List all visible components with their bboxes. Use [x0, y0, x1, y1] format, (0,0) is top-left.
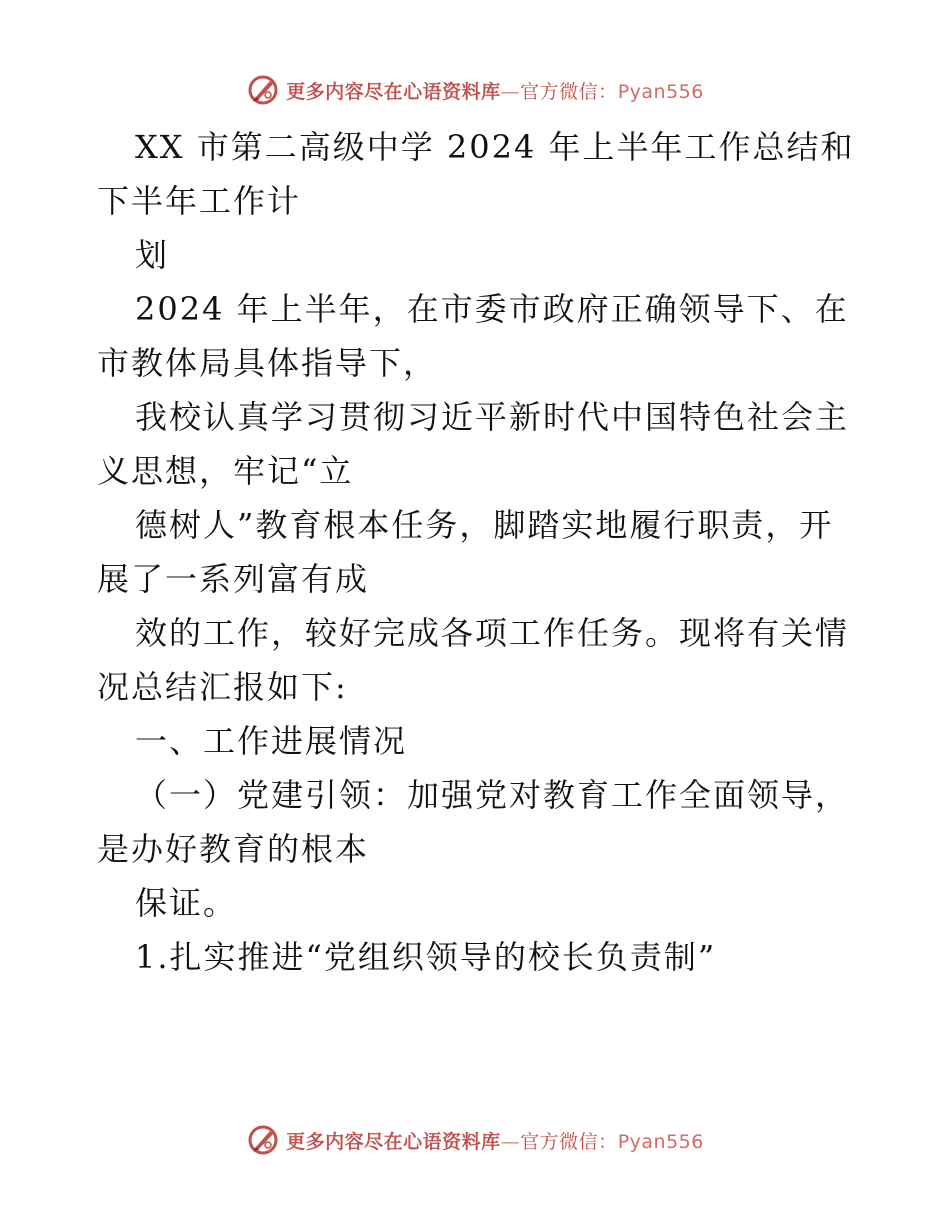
document-line: 下半年工作计 [97, 182, 302, 220]
pen-circle-logo-icon [246, 73, 280, 107]
watermark-wechat-label: 官方微信： [520, 80, 618, 103]
document-line: 1.扎实推进“党组织领导的校长负责制” [135, 938, 717, 976]
watermark-wechat-id: Pyan556 [617, 80, 704, 103]
document-line: 效的工作，较好完成各项工作任务。现将有关情 [135, 614, 850, 652]
document-body [97, 120, 857, 984]
document-line: 况总结汇报如下: [97, 668, 348, 706]
document-line: 市教体局具体指导下， [97, 344, 438, 382]
watermark-group [246, 73, 704, 107]
watermark-text [286, 77, 704, 104]
document-line: XX 市第二高级中学 2024 年上半年工作总结和 [135, 128, 855, 166]
document-line: 义思想，牢记“立 [97, 452, 354, 490]
watermark-wechat-label: 官方微信： [520, 1130, 618, 1153]
document-line: 是办好教育的根本 [97, 830, 370, 868]
document-line: 一、工作进展情况 [135, 722, 408, 760]
footer-watermark [0, 1120, 950, 1160]
watermark-text [286, 1127, 704, 1154]
watermark-group [246, 1123, 704, 1157]
watermark-separator: — [500, 80, 521, 103]
watermark-wechat-id: Pyan556 [617, 1130, 704, 1153]
document-line: 展了一系列富有成 [97, 560, 370, 598]
watermark-main: 更多内容尽在心语资料库 [286, 1130, 501, 1153]
header-watermark [0, 70, 950, 110]
document-line: 保证。 [135, 884, 238, 922]
document-line: 我校认真学习贯彻习近平新时代中国特色社会主 [135, 398, 850, 436]
watermark-main: 更多内容尽在心语资料库 [286, 80, 501, 103]
watermark-separator: — [500, 1130, 521, 1153]
document-line: 划 [135, 236, 170, 274]
document-line: 德树人”教育根本任务，脚踏实地履行职责，开 [135, 506, 834, 544]
document-line: 2024 年上半年，在市委市政府正确领导下、在 [135, 290, 849, 328]
pen-circle-logo-icon [246, 1123, 280, 1157]
document-line: （一）党建引领：加强党对教育工作全面领导， [135, 776, 850, 814]
